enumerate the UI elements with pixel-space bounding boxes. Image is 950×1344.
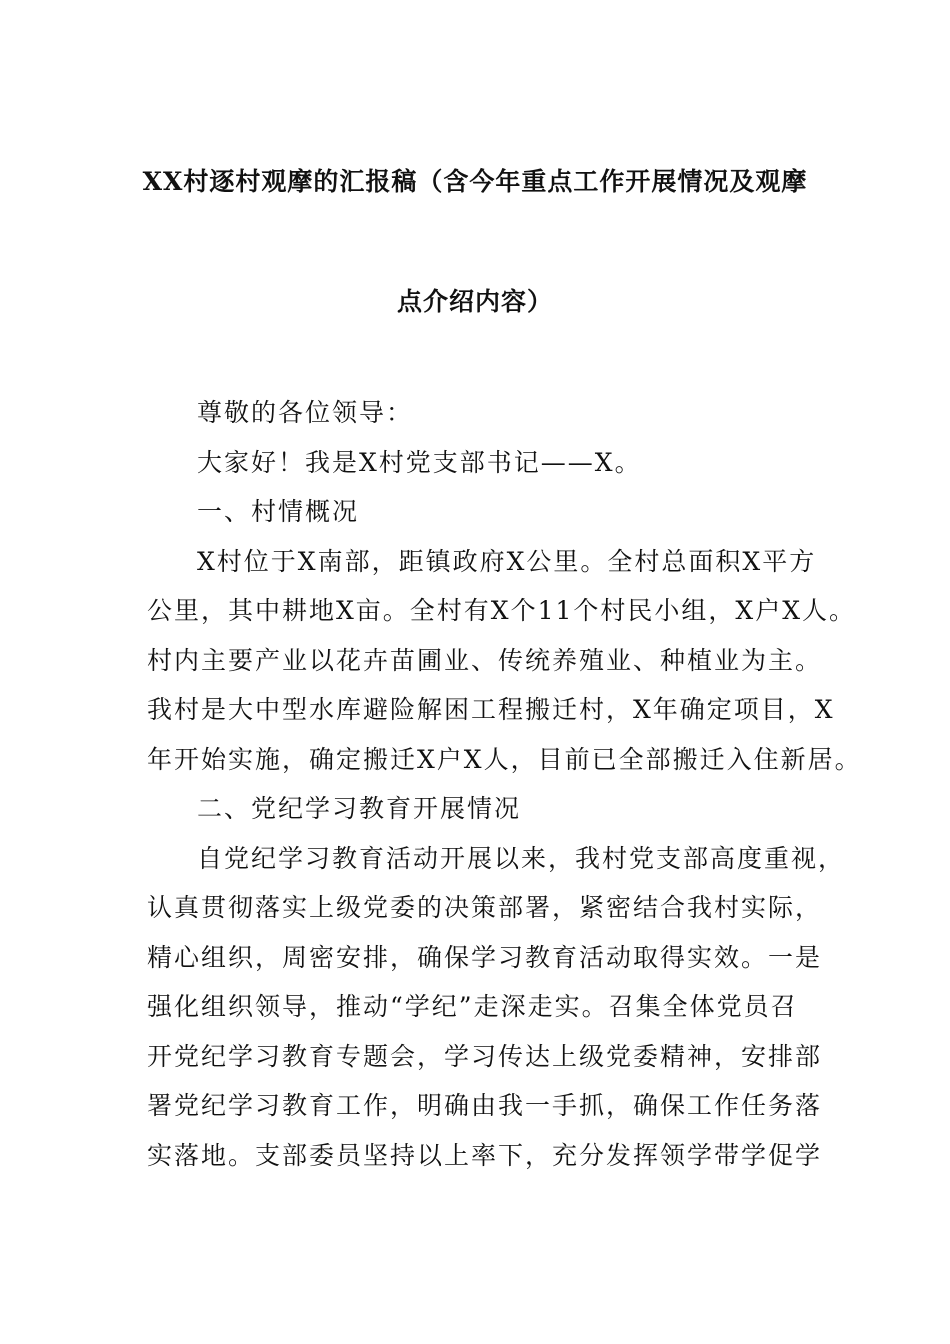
salutation: 尊敬的各位领导： xyxy=(197,398,414,427)
section-heading-party-discipline: 二、党纪学习教育开展情况 xyxy=(197,794,522,823)
paragraph-line: 我村是大中型水库避险解困工程搬迁村，X年确定项目，X xyxy=(147,695,835,724)
document-title-line-1: XX村逐村观摩的汇报稿（含今年重点工作开展情况及观摩 xyxy=(142,167,808,196)
document-body xyxy=(147,388,862,1180)
greeting: 大家好！我是X村党支部书记——X。 xyxy=(197,447,642,477)
paragraph-line: 年开始实施，确定搬迁X户X人，目前已全部搬迁入住新居。 xyxy=(147,744,862,774)
paragraph-line: X村位于X南部，距镇政府X公里。全村总面积X平方 xyxy=(197,546,817,576)
paragraph-line: 自党纪学习教育活动开展以来，我村党支部高度重视， xyxy=(197,843,846,873)
document-title-line-2: 点介绍内容） xyxy=(396,287,553,316)
paragraph-line: 强化组织领导，推动“学纪”走深走实。召集全体党员召 xyxy=(147,992,798,1021)
paragraph-line: 署党纪学习教育工作，明确由我一手抓，确保工作任务落 xyxy=(147,1091,823,1120)
paragraph-line: 开党纪学习教育专题会，学习传达上级党委精神，安排部 xyxy=(147,1041,823,1071)
paragraph-line: 认真贯彻落实上级党委的决策部署，紧密结合我村实际， xyxy=(147,893,823,922)
paragraph-line: 实落地。支部委员坚持以上率下，充分发挥领学带学促学 xyxy=(147,1140,823,1170)
paragraph-line: 村内主要产业以花卉苗圃业、传统养殖业、种植业为主。 xyxy=(147,645,823,675)
section-heading-village-overview: 一、村情概况 xyxy=(197,497,360,526)
paragraph-line: 精心组织，周密安排，确保学习教育活动取得实效。一是 xyxy=(147,942,823,972)
paragraph-line: 公里，其中耕地X亩。全村有X个11个村民小组，X户X人。 xyxy=(147,596,857,625)
